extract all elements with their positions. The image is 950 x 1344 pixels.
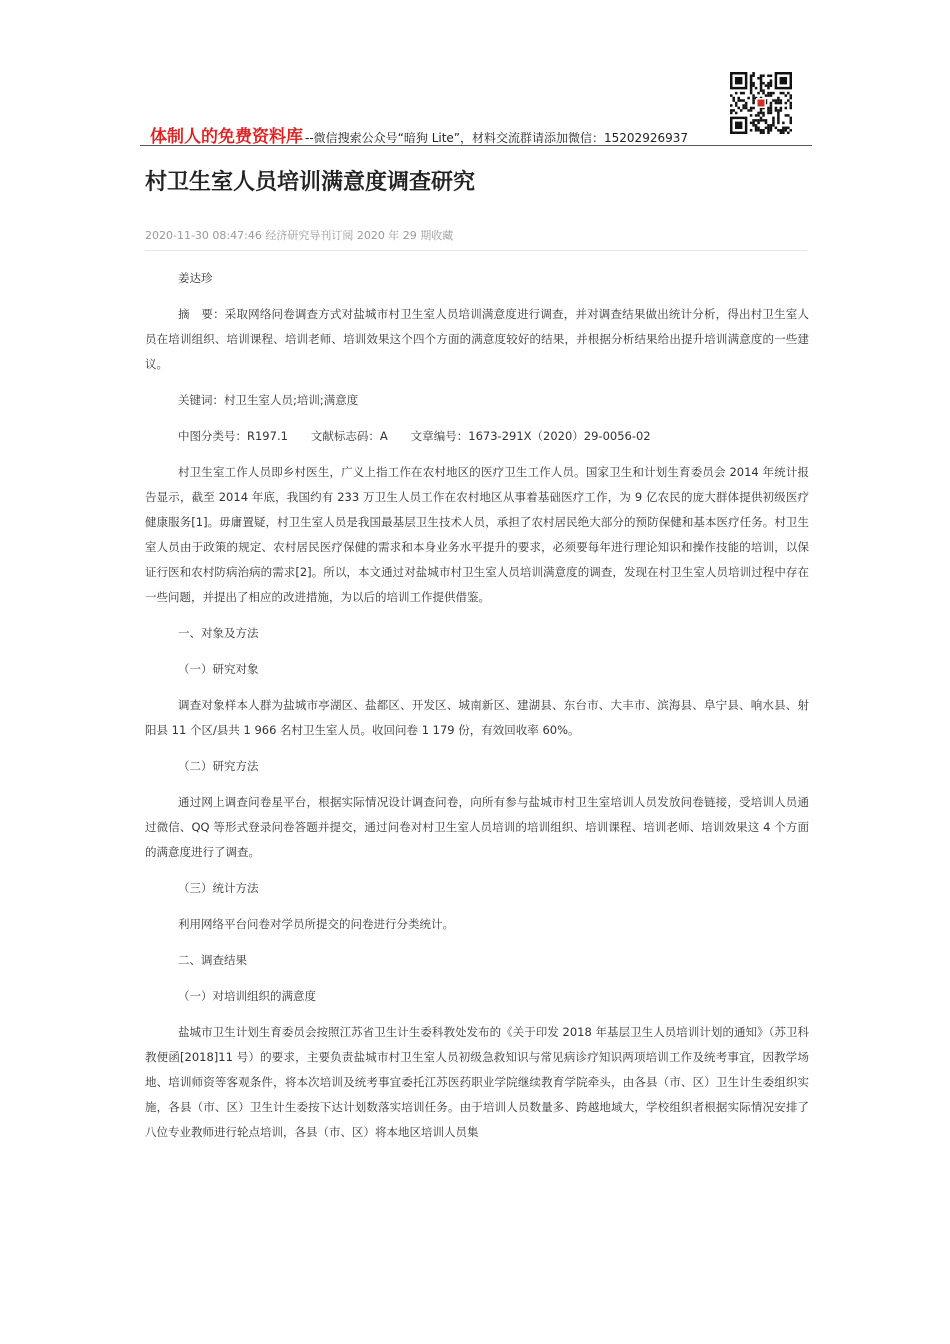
intro-paragraph: 村卫生室工作人员即乡村医生，广义上指工作在农村地区的医疗卫生工作人员。国家卫生和计划生育委员会 2014 年统计报告显示，截至 2014 年底，我国约有 233 万卫生人员工作在农村地区从事着基础医疗工作，为 9 亿农民的庞大群体提供初级医疗健康服务[1]。毋庸置疑，村卫生室人员是我国最基层卫生技术人员，承担了农村居民绝大部分的预防保健和基本医疗任务。村卫生室人员由于政策的规定、农村居民医疗保健的需求和本身业务水平提升的要求，必须要每年进行理论知识和操作技能的培训，以保证行医和农村防病治病的需求[2]。所以，本文通过对盐城市村卫生室人员培训满意度的调查，发现在村卫生室人员培训过程中存在一些问题，并提出了相应的改进措施，为以后的培训工作提供借鉴。 — [145, 465, 809, 604]
subsection-heading: （二）研究方法 — [178, 759, 259, 773]
banner-contact-text: --微信搜索公众号“暗狗 Lite”，材料交流群请添加微信：15202926937 — [305, 131, 688, 145]
subsection-heading: （三）统计方法 — [178, 881, 259, 895]
keywords: 关键词：村卫生室人员;培训;满意度 — [178, 393, 359, 407]
article-title: 村卫生室人员培训满意度调查研究 — [145, 170, 476, 195]
subsection-heading: （一）对培训组织的满意度 — [178, 989, 316, 1003]
paragraph: 盐城市卫生计划生育委员会按照江苏省卫生计生委科教处发布的《关于印发 2018 年基层卫生人员培训计划的通知》（苏卫科教便函[2018]11 号）的要求，主要负责盐城市村卫生室人员初级急救知识与常见病诊疗知识两项培训工作及统考事宜，因教学场地、培训师资等客观条件，将本次培训及统考事宜委托江苏医药职业学院继续教育学院牵头，由各县（市、区）卫生计生委组织实施，各县（市、区）卫生计生委按下达计划数落实培训任务。由于培训人员数量多、跨越地域大，学校组织者根据实际情况安排了八位专业教师进行轮点培训，各县（市、区）将本地区培训人员集 — [145, 1025, 809, 1139]
header-divider — [140, 145, 812, 146]
abstract: 摘 要：采取网络问卷调查方式对盐城市村卫生室人员培训满意度进行调查，并对调查结果做出统计分析，得出村卫生室人员在培训组织、培训课程、培训老师、培训效果这个四个方面的满意度较好的结果，并根据分析结果给出提升培训满意度的一些建议。 — [145, 307, 809, 371]
author: 姜达珍 — [178, 271, 213, 285]
meta-divider — [145, 250, 807, 251]
article-body — [145, 266, 809, 1156]
paragraph: 通过网上调查问卷星平台，根据实际情况设计调查问卷，向所有参与盐城市村卫生室培训人员发放问卷链接，受培训人员通过微信、QQ 等形式登录问卷答题并提交，通过问卷对村卫生室人员培训的培训组织、培训课程、培训老师、培训效果这 4 个方面的满意度进行了调查。 — [145, 795, 809, 859]
classification: 中图分类号：R197.1 文献标志码：A 文章编号：1673-291X（2020）29-0056-02 — [178, 429, 651, 443]
paragraph: 利用网络平台问卷对学员所提交的问卷进行分类统计。 — [178, 917, 454, 931]
banner-brand: 体制人的免费资料库 — [150, 127, 303, 147]
subsection-heading: （一）研究对象 — [178, 662, 259, 676]
header-banner — [150, 122, 810, 147]
section-heading: 二、调查结果 — [178, 953, 247, 967]
section-heading: 一、对象及方法 — [178, 626, 259, 640]
article-meta: 2020-11-30 08:47:46 经济研究导刊订阅 2020 年 29 期收藏 — [145, 229, 454, 242]
paragraph: 调查对象样本人群为盐城市亭湖区、盐都区、开发区、城南新区、建湖县、东台市、大丰市、滨海县、阜宁县、响水县、射阳县 11 个区/县共 1 966 名村卫生室人员。收回问卷 1 179 份，有效回收率 60%。 — [145, 698, 809, 737]
